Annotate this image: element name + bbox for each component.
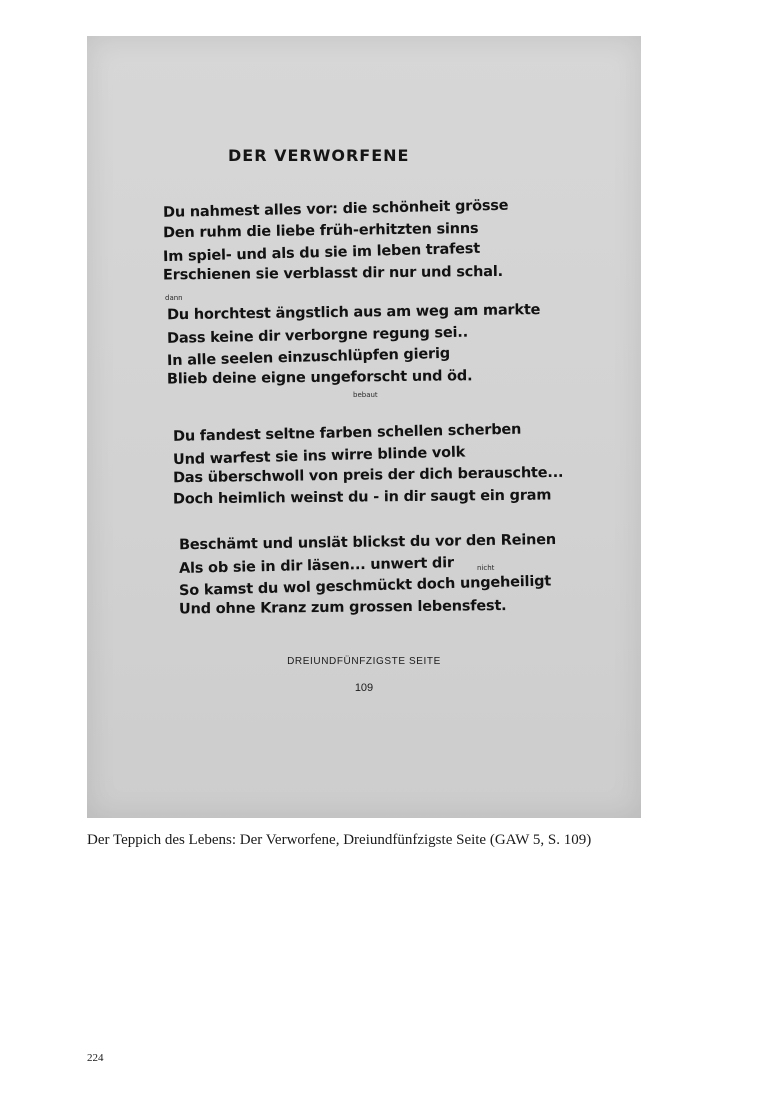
poem-line: Das überschwoll von preis der dich berauschte... <box>172 464 564 487</box>
poem-line: Den ruhm die liebe früh-erhitzten sinns <box>162 220 479 241</box>
handwritten-insertion: bebaut <box>353 391 378 399</box>
poem-line: Im spiel- und als du sie im leben trafest <box>162 240 481 266</box>
poem-line: Als ob sie in dir läsen... unwert dir <box>178 554 455 577</box>
figure-caption: Der Teppich des Lebens: Der Verworfene, Dreiundfünfzigste Seite (GAW 5, S. 109) <box>87 832 592 848</box>
stanza-3 <box>173 422 641 508</box>
poem-line: Und ohne Kranz zum grossen lebensfest. <box>178 597 507 617</box>
facsimile-page-number: 109 <box>354 682 374 694</box>
poem-line: Du nahmest alles vor: die schönheit grösse <box>162 197 509 221</box>
poem-line: Blieb deine eigne ungeforscht und öd. <box>166 367 473 387</box>
poem-line: Und warfest sie ins wirre blinde volk <box>172 444 466 468</box>
stanza-1 <box>163 198 633 284</box>
poem-line: Beschämt und unslät blickst du vor den Reinen <box>178 532 557 554</box>
poem-line: Dass keine dir verborgne regung sei.. <box>166 324 469 347</box>
handwritten-insertion: dann <box>165 294 183 302</box>
page-number: 224 <box>87 1052 104 1064</box>
poem-line: Du fandest seltne farben schellen scherben <box>172 421 522 445</box>
stanza-4 <box>179 532 641 618</box>
stanza-2 <box>167 302 637 388</box>
poem-title: DER VERWORFENE <box>228 146 410 165</box>
poem-line: Erschienen sie verblasst dir nur und schal. <box>162 263 503 283</box>
poem-line: So kamst du wol geschmückt doch ungeheiligt <box>178 573 552 600</box>
poem-line: Doch heimlich weinst du - in dir saugt ein gram <box>172 487 552 507</box>
handwritten-insertion: nicht <box>477 564 495 572</box>
facsimile-plate <box>87 36 641 818</box>
poem-line: In alle seelen einzuschlüpfen gierig <box>166 345 451 370</box>
poem-line: Du horchtest ängstlich aus am weg am markte <box>166 302 541 324</box>
facsimile-page-label: DREIUNDFÜNFZIGSTE SEITE <box>287 656 441 667</box>
